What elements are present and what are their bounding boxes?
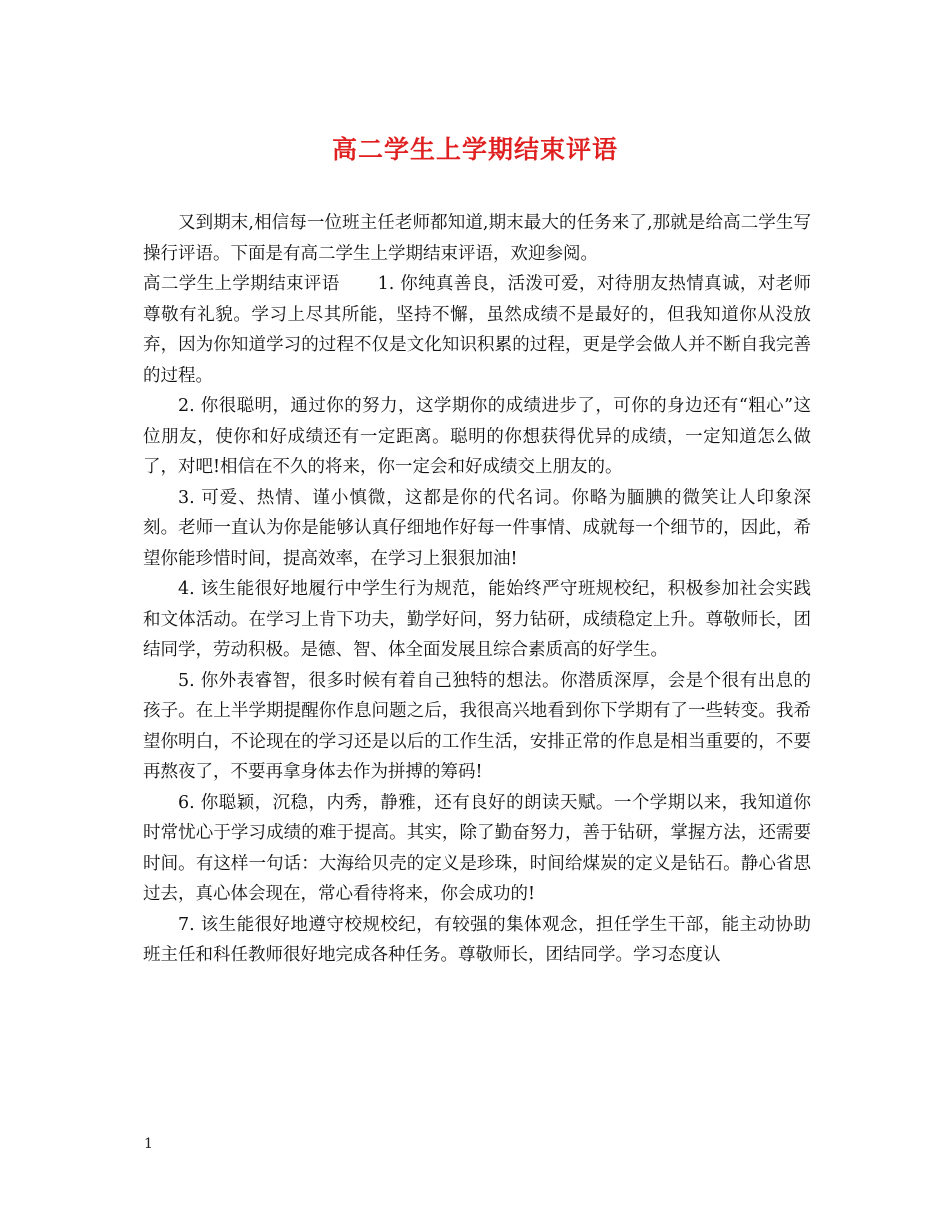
comment-item-7: 7. 该生能很好地遵守校规校纪，有较强的集体观念，担任学生干部，能主动协助班主任和科任教师很好地完成各种任务。尊敬师长，团结同学。学习态度认 xyxy=(143,914,811,965)
comment-item-5: 5. 你外表睿智，很多时候有着自己独特的想法。你潜质深厚，会是个很有出息的孩子。在上半学期提醒你作息问题之后，我很高兴地看到你下学期有了一些转变。我希望你明白，不论现在的学习还是以后的工作生活，安排正常的作息是相当重要的，不要再熬夜了，不要再拿身体去作为拼搏的筹码! xyxy=(143,670,811,782)
document-body xyxy=(143,208,811,971)
comment-item-2: 2. 你很聪明，通过你的努力，这学期你的成绩进步了，可你的身边还有“粗心”这位朋友，使你和好成绩还有一定距离。聪明的你想获得优异的成绩，一定知道怎么做了，对吧!相信在不久的将来，你一定会和好成绩交上朋友的。 xyxy=(143,396,811,477)
comment-item-4: 4. 该生能很好地履行中学生行为规范，能始终严守班规校纪，积极参加社会实践和文体活动。在学习上肯下功夫，勤学好问，努力钻研，成绩稳定上升。尊敬师长，团结同学，劳动积极。是德、智、体全面发展且综合素质高的好学生。 xyxy=(143,579,811,660)
comment-item-1: 1. 你纯真善良，活泼可爱，对待朋友热情真诚，对老师尊敬有礼貌。学习上尽其所能，坚持不懈，虽然成绩不是最好的，但我知道你从没放弃，因为你知道学习的过程不仅是文化知识积累的过程，更是学会做人并不断自我完善的过程。 xyxy=(143,274,811,386)
comment-item-3: 3. 可爱、热情、谨小慎微，这都是你的代名词。你略为腼腆的微笑让人印象深刻。老师一直认为你是能够认真仔细地作好每一件事情、成就每一个细节的，因此，希望你能珍惜时间，提高效率，在学习上狠狠加油! xyxy=(143,487,811,569)
intro-paragraph: 又到期末,相信每一位班主任老师都知道,期末最大的任务来了,那就是给高二学生写操行评语。下面是有高二学生上学期结束评语，欢迎参阅。 xyxy=(143,213,811,264)
section-heading: 高二学生上学期结束评语 xyxy=(143,274,340,294)
document-title: 高二学生上学期结束评语 xyxy=(331,135,618,164)
comment-item-6: 6. 你聪颖，沉稳，内秀，静雅，还有良好的朗读天赋。一个学期以来，我知道你时常忧心于学习成绩的难于提高。其实，除了勤奋努力，善于钻研，掌握方法，还需要时间。有这样一句话：大海给贝壳的定义是珍珠，时间给煤炭的定义是钻石。静心省思过去，真心体会现在，常心看待将来，你会成功的! xyxy=(143,792,811,904)
page-number: 1 xyxy=(144,1136,153,1152)
first-item-paragraph xyxy=(143,269,811,391)
